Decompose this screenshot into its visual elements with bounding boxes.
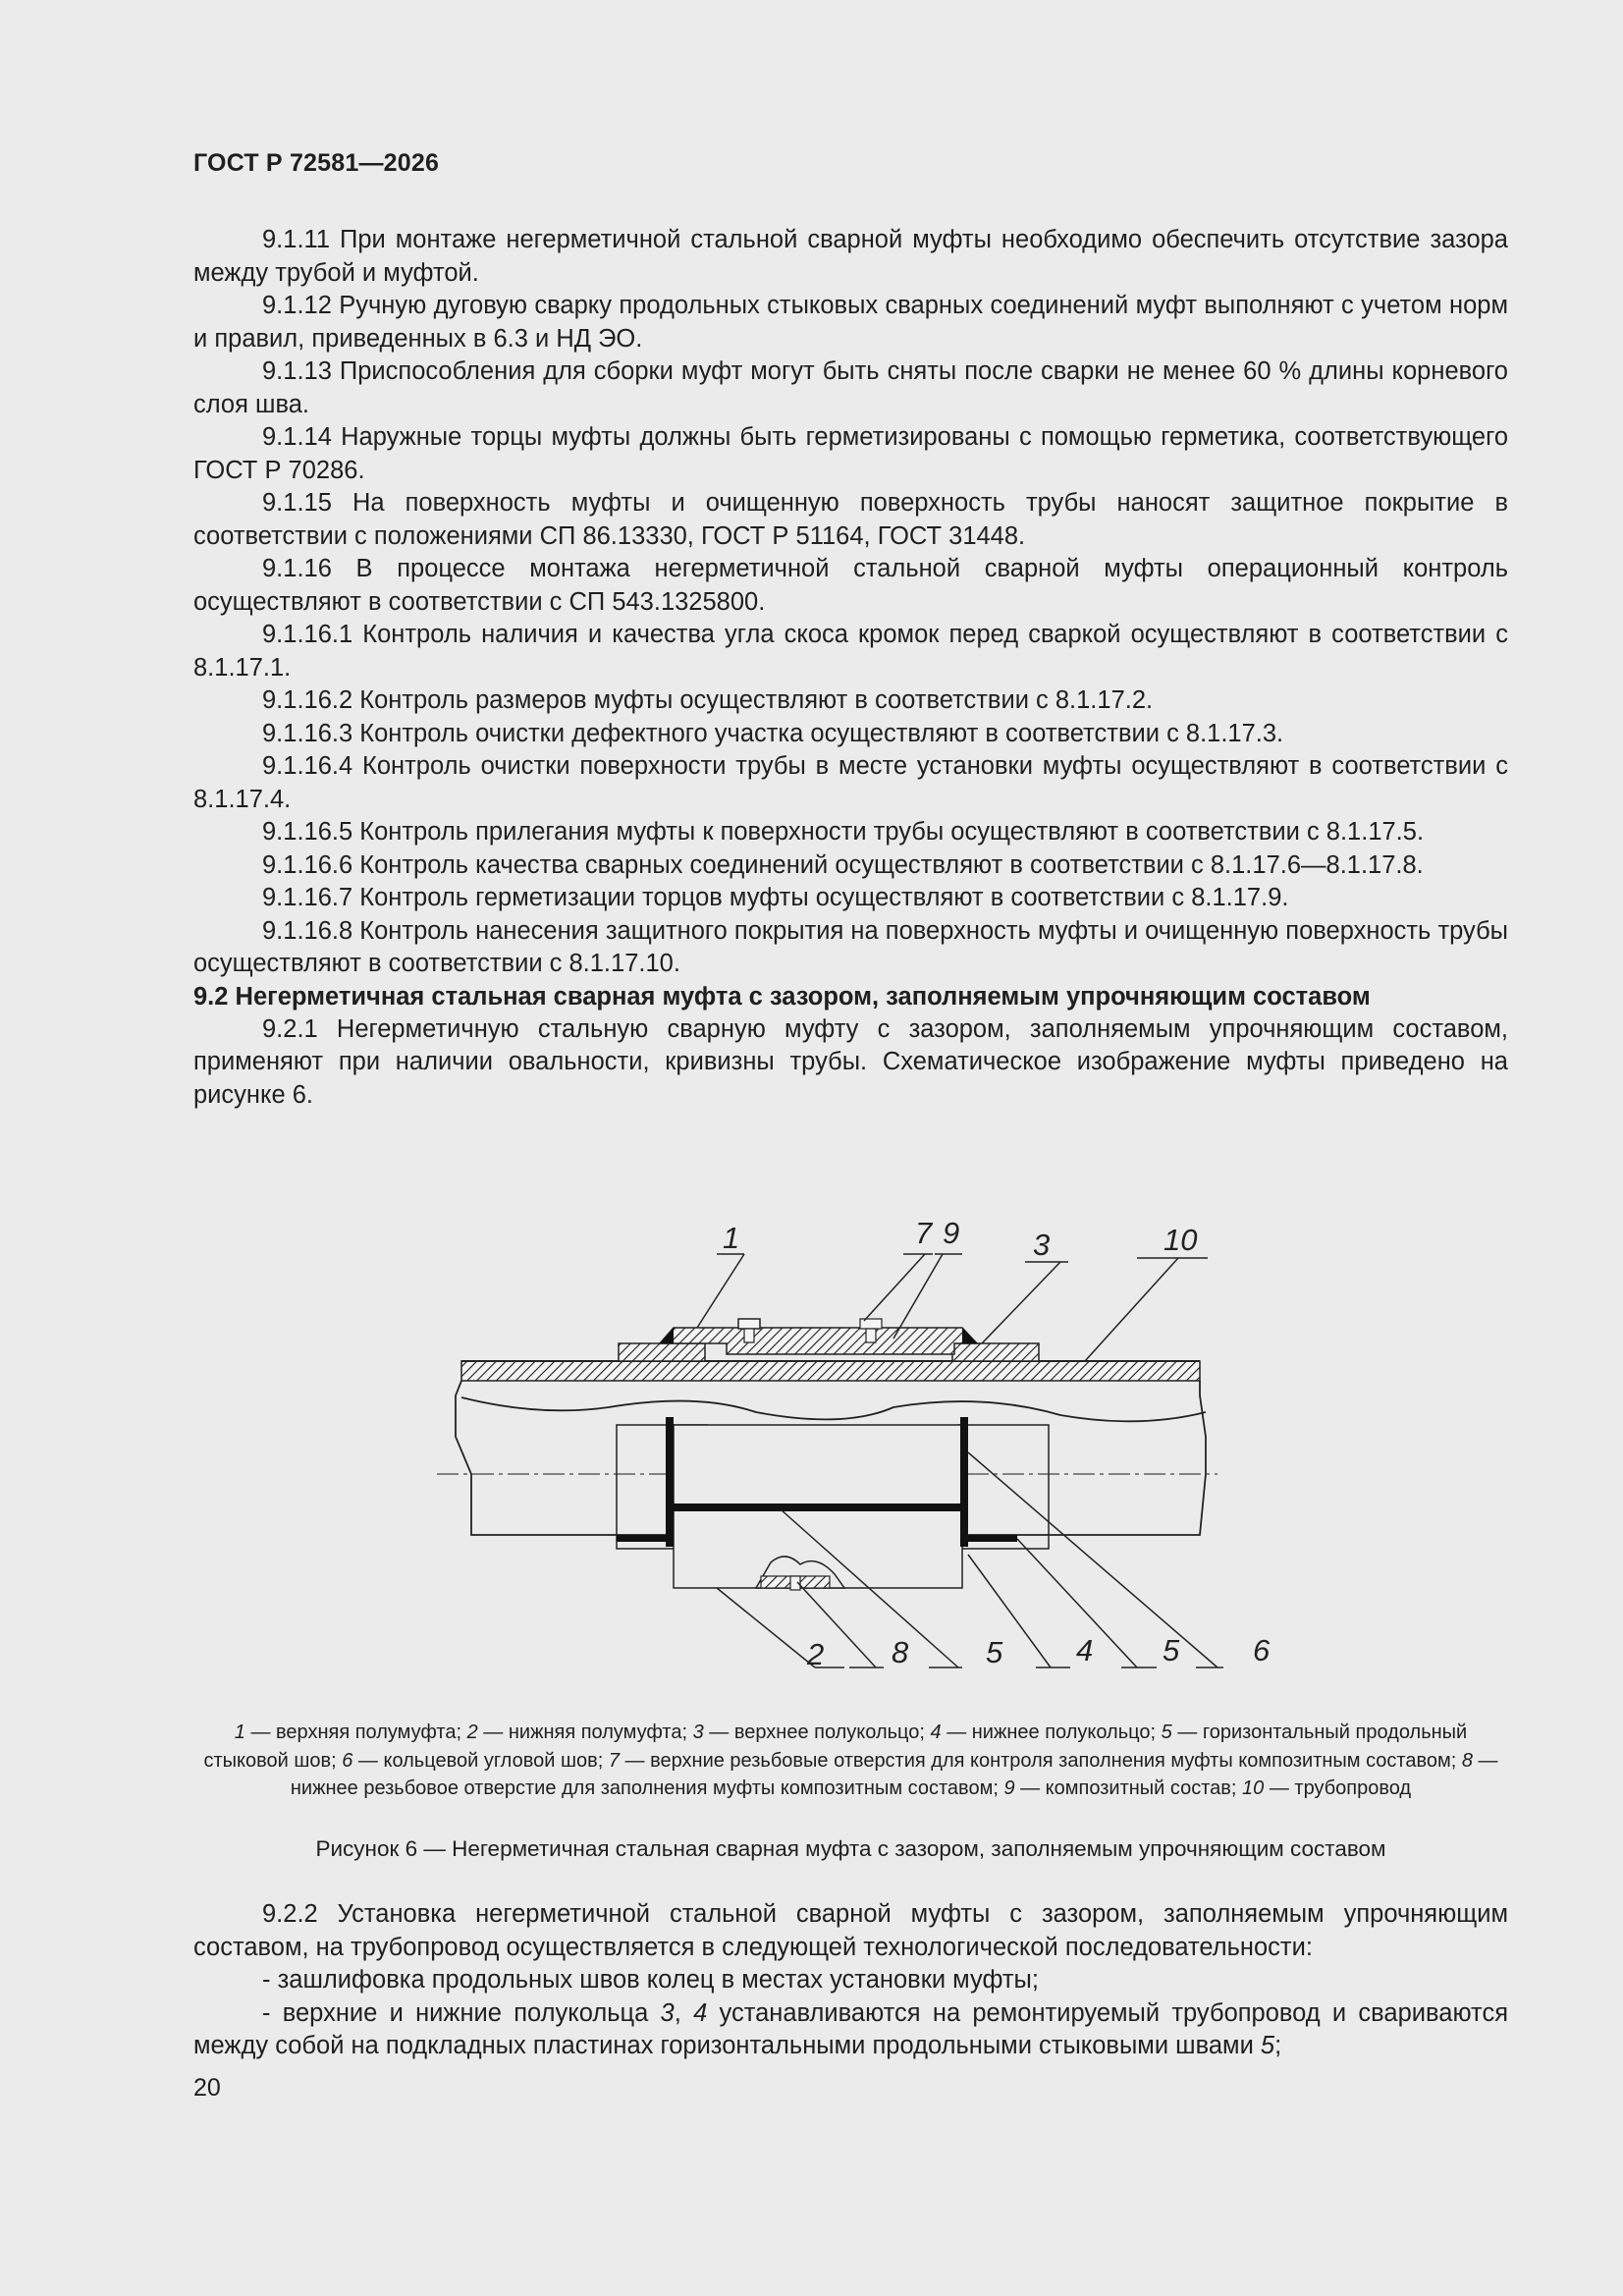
horizontal-weld-upper: [674, 1503, 962, 1511]
paragraph-9-1-12: 9.1.12 Ручную дуговую сварку продольных стыковых сварных соединений муфт выполняют с учетом норм и правил, приведенных в 6.3 и НД ЭО.: [193, 292, 1508, 353]
section-title-9-2: 9.2 Негерметичная стальная сварная муфта с зазором, заполняемым упрочняющим составом: [193, 982, 1371, 1011]
pipe-wall-hatched: [461, 1361, 1200, 1381]
paragraph-9-1-16-6: 9.1.16.6 Контроль качества сварных соединений осуществляют в соответствии с 8.1.17.6—8.1.17.8.: [262, 850, 1424, 879]
paragraph-9-1-15: 9.1.15 На поверхность муфты и очищенную поверхность трубы наносят защитное покрытие в соответствии с положениями СП 86.13330, ГОСТ Р 51164, ГОСТ 31448.: [193, 489, 1508, 550]
callout-10: 10: [1163, 1223, 1198, 1257]
main-text: [193, 224, 1508, 1112]
horizontal-weld-left: [617, 1535, 666, 1542]
figure-caption: Рисунок 6 — Негерметичная стальная сварная муфта с зазором, заполняемым упрочняющим составом: [315, 1836, 1386, 1861]
coupling-diagram: [432, 1211, 1271, 1692]
figure-6-drawing: [432, 1211, 1271, 1692]
paragraph-9-1-16-3: 9.1.16.3 Контроль очистки дефектного участка осуществляют в соответствии с 8.1.17.3.: [262, 719, 1284, 747]
paragraph-9-2-2: 9.2.2 Установка негерметичной стальной сварной муфты с зазором, заполняемым упрочняющим составом, на трубопровод осуществляется в следующей технологической последовательности:: [193, 1900, 1508, 1961]
callout-7: 7: [915, 1216, 933, 1250]
callout-2: 2: [807, 1637, 825, 1671]
paragraph-9-1-16-1: 9.1.16.1 Контроль наличия и качества угла скоса кромок перед сваркой осуществляют в соответствии с 8.1.17.1.: [193, 621, 1508, 682]
figure-legend: 1 — верхняя полумуфта; 2 — нижняя полумуфта; 3 — верхнее полукольцо; 4 — нижнее полукольцо; 5 — горизонтальный продольный стыковой шов; 6 — кольцевой угловой шов; 7 — верхние резьбовые отверстия для контроля заполнения муфты композитным составом; 8 — нижнее резьбовое отверстие для заполнения муфты композитным составом; 9 — композитный состав; 10 — трубопровод: [203, 1722, 1498, 1799]
document-header: ГОСТ Р 72581—2026: [193, 149, 440, 177]
list-item-2: - верхние и нижние полукольца 3, 4 устанавливаются на ремонтируемый трубопровод и свариваются между собой на подкладных пластинах горизонтальными продольными стыковыми швами 5;: [193, 1998, 1508, 2059]
upper-threaded-hole-2: [860, 1319, 882, 1329]
list-item-1: - зашлифовка продольных швов колец в местах установки муфты;: [262, 1966, 1039, 1994]
paragraph-9-1-16-5: 9.1.16.5 Контроль прилегания муфты к поверхности трубы осуществляют в соответствии с 8.1.17.5.: [262, 818, 1425, 846]
weld-bar-left: [666, 1417, 674, 1547]
horizontal-weld-right: [968, 1535, 1017, 1542]
callout-1: 1: [723, 1221, 740, 1255]
paragraph-9-1-16-8: 9.1.16.8 Контроль нанесения защитного покрытия на поверхность муфты и очищенную поверхность трубы осуществляют в соответствии с 8.1.17.10.: [193, 916, 1508, 977]
upper-half-ring-left: [619, 1343, 705, 1361]
upper-half-coupling: [660, 1328, 977, 1354]
upper-threaded-hole-1: [738, 1319, 760, 1329]
callout-3: 3: [1033, 1228, 1051, 1262]
callout-4: 4: [1076, 1633, 1094, 1667]
paragraph-9-1-11: 9.1.11 При монтаже негерметичной стальной сварной муфты необходимо обеспечить отсутствие зазора между трубой и муфтой.: [193, 226, 1508, 287]
main-text-continued: [193, 1898, 1508, 2063]
paragraph-9-1-16-7: 9.1.16.7 Контроль герметизации торцов муфты осуществляют в соответствии с 8.1.17.9.: [262, 884, 1289, 911]
paragraph-9-1-16: 9.1.16 В процессе монтажа негерметичной стальной сварной муфты операционный контроль осуществляют в соответствии с СП 543.1325800.: [193, 555, 1508, 616]
paragraph-9-1-16-2: 9.1.16.2 Контроль размеров муфты осуществляют в соответствии с 8.1.17.2.: [262, 686, 1154, 714]
paragraph-9-2-1: 9.2.1 Негерметичную стальную сварную муфту с зазором, заполняемым упрочняющим составом, применяют при наличии овальности, кривизны трубы. Схематическое изображение муфты приведено на рисунке 6.: [193, 1014, 1508, 1109]
weld-bar-right: [960, 1417, 968, 1547]
callout-6: 6: [1253, 1633, 1271, 1667]
callout-9: 9: [943, 1216, 960, 1250]
paragraph-9-1-13: 9.1.13 Приспособления для сборки муфт могут быть сняты после сварки не менее 60 % длины корневого слоя шва.: [193, 357, 1508, 418]
paragraph-9-1-14: 9.1.14 Наружные торцы муфты должны быть герметизированы с помощью герметика, соответствующего ГОСТ Р 70286.: [193, 423, 1508, 484]
callout-8: 8: [892, 1635, 909, 1669]
upper-half-ring-right: [952, 1343, 1039, 1361]
callout-5a: 5: [986, 1635, 1003, 1669]
page-number: 20: [193, 2074, 221, 2102]
paragraph-9-1-16-4: 9.1.16.4 Контроль очистки поверхности трубы в месте установки муфты осуществляют в соответствии с 8.1.17.4.: [193, 752, 1508, 813]
callout-5b: 5: [1163, 1633, 1180, 1667]
